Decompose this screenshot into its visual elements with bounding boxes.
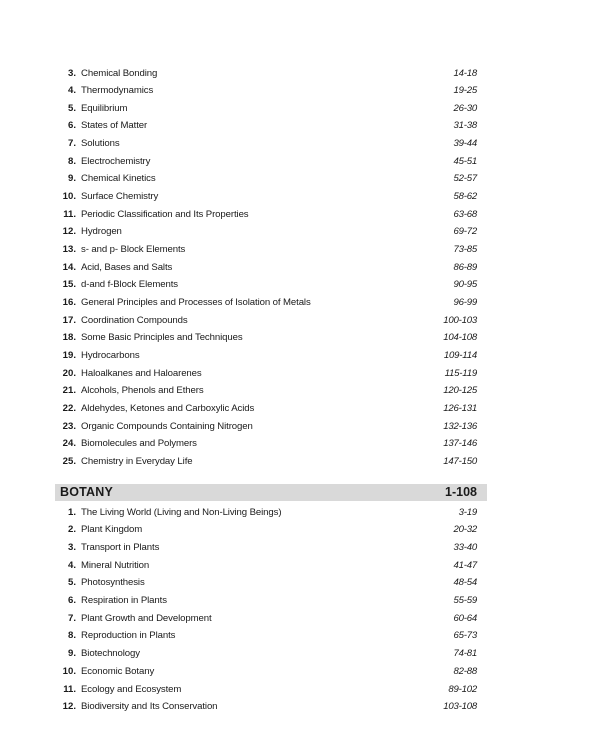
chapter-number: 20. bbox=[62, 367, 76, 379]
page-range: 96-99 bbox=[453, 297, 477, 309]
chapter-title: Biodiversity and Its Conservation bbox=[81, 701, 218, 713]
chapter-number: 24. bbox=[62, 438, 76, 450]
toc-row bbox=[0, 135, 590, 153]
chapter-number: 23. bbox=[62, 420, 76, 432]
toc-row bbox=[0, 223, 590, 241]
chapter-number: 17. bbox=[62, 314, 76, 326]
toc-row bbox=[0, 82, 590, 100]
page-range: 115-119 bbox=[444, 367, 477, 379]
chapter-title: Thermodynamics bbox=[81, 85, 154, 97]
page-range: 31-38 bbox=[453, 120, 477, 132]
page-range: 65-73 bbox=[453, 630, 477, 642]
chapter-title: Hydrogen bbox=[81, 226, 122, 238]
toc-row bbox=[0, 592, 590, 610]
chapter-title: Organic Compounds Containing Nitrogen bbox=[81, 420, 253, 432]
chapter-number: 19. bbox=[62, 350, 76, 362]
chapter-number: 4. bbox=[67, 85, 76, 97]
page-range: 52-57 bbox=[453, 173, 477, 185]
chapter-title: Surface Chemistry bbox=[81, 191, 159, 203]
toc-row bbox=[0, 681, 590, 699]
page-range: 55-59 bbox=[453, 595, 477, 606]
chapter-number: 12. bbox=[62, 701, 76, 713]
toc-row bbox=[0, 418, 590, 436]
page-range: 14-18 bbox=[453, 67, 477, 79]
chapter-number: 4. bbox=[67, 559, 76, 571]
toc-row bbox=[0, 610, 590, 628]
chapter-number: 5. bbox=[67, 577, 76, 589]
page-range: 137-146 bbox=[443, 438, 477, 450]
page-range: 20-32 bbox=[453, 524, 477, 536]
toc-row bbox=[0, 521, 590, 539]
page-range: 45-51 bbox=[453, 155, 477, 167]
chapter-number: 9. bbox=[67, 173, 76, 185]
botany-section-header bbox=[55, 484, 487, 501]
chapter-title: The Living World (Living and Non-Living Beings) bbox=[81, 506, 282, 518]
toc-row bbox=[0, 539, 590, 557]
chapter-title: Plant Kingdom bbox=[81, 524, 143, 536]
toc-row bbox=[0, 241, 590, 259]
page-range: 26-30 bbox=[453, 102, 477, 114]
chapter-number: 7. bbox=[67, 612, 76, 624]
page-range: 3-19 bbox=[458, 506, 477, 518]
toc-row bbox=[0, 698, 590, 716]
chapter-number: 16. bbox=[62, 297, 76, 309]
chapter-number: 22. bbox=[62, 403, 76, 415]
page-range: 63-68 bbox=[453, 208, 477, 220]
toc-row bbox=[0, 117, 590, 135]
toc-row bbox=[0, 453, 590, 471]
chapter-title: Biotechnology bbox=[81, 648, 140, 660]
chapter-title: Transport in Plants bbox=[81, 541, 160, 553]
chapter-number: 15. bbox=[62, 279, 76, 291]
toc-row bbox=[0, 259, 590, 277]
toc-row bbox=[0, 347, 590, 365]
chapter-title: Some Basic Principles and Techniques bbox=[81, 332, 243, 344]
chapter-title: d-and f-Block Elements bbox=[81, 279, 178, 291]
page-range: 86-89 bbox=[453, 261, 477, 273]
chapter-title: Chemical Kinetics bbox=[81, 173, 156, 185]
page-range: 39-44 bbox=[453, 138, 477, 150]
toc-row bbox=[0, 170, 590, 188]
chapter-title: Aldehydes, Ketones and Carboxylic Acids bbox=[81, 403, 255, 415]
chapter-title: Coordination Compounds bbox=[81, 314, 188, 326]
page-range: 73-85 bbox=[453, 244, 477, 256]
page-range: 48-54 bbox=[453, 577, 477, 589]
page-range: 120-125 bbox=[443, 385, 477, 397]
toc-row bbox=[0, 188, 590, 206]
toc-row bbox=[0, 294, 590, 312]
chapter-number: 9. bbox=[67, 648, 76, 660]
chapter-number: 12. bbox=[62, 226, 76, 238]
page-range: 82-88 bbox=[453, 665, 477, 677]
chapter-number: 3. bbox=[67, 541, 76, 553]
page-range: 58-62 bbox=[453, 191, 477, 203]
page-range: 69-72 bbox=[453, 226, 477, 238]
chapter-number: 10. bbox=[62, 665, 76, 677]
toc-row bbox=[0, 504, 590, 522]
chapter-number: 6. bbox=[67, 120, 76, 132]
chapter-number: 10. bbox=[62, 191, 76, 203]
toc-row bbox=[0, 65, 590, 83]
toc-row bbox=[0, 645, 590, 663]
toc-row bbox=[0, 329, 590, 347]
chapter-title: Plant Growth and Development bbox=[81, 612, 212, 624]
chapter-title: Economic Botany bbox=[81, 665, 155, 677]
chapter-number: 18. bbox=[62, 332, 76, 344]
toc-row bbox=[0, 365, 590, 383]
chapter-title: Solutions bbox=[81, 138, 120, 150]
chapter-number: 11. bbox=[63, 683, 76, 695]
page-range: 147-150 bbox=[443, 456, 477, 468]
chapter-title: Chemistry in Everyday Life bbox=[81, 456, 193, 468]
toc-row bbox=[0, 400, 590, 418]
toc-row bbox=[0, 557, 590, 575]
toc-row bbox=[0, 100, 590, 118]
chapter-number: 13. bbox=[62, 244, 76, 256]
chapter-number: 21. bbox=[62, 385, 76, 397]
page-range: 60-64 bbox=[453, 612, 477, 624]
chapter-title: Mineral Nutrition bbox=[81, 559, 150, 571]
chapter-number: 2. bbox=[67, 524, 76, 536]
chapter-title: s- and p- Block Elements bbox=[81, 244, 186, 256]
chapter-title: States of Matter bbox=[81, 120, 148, 132]
page-range: 109-114 bbox=[443, 350, 477, 362]
toc-row bbox=[0, 206, 590, 224]
chapter-title: Ecology and Ecosystem bbox=[81, 683, 182, 695]
chapter-title: Haloalkanes and Haloarenes bbox=[81, 367, 202, 379]
section-page-range: 1-108 bbox=[445, 485, 477, 499]
chapter-title: Respiration in Plants bbox=[81, 595, 167, 606]
chapter-title: Hydrocarbons bbox=[81, 350, 140, 362]
chapter-number: 3. bbox=[67, 67, 76, 79]
toc-row bbox=[0, 627, 590, 645]
chapter-title: Periodic Classification and Its Properties bbox=[81, 208, 249, 220]
page-range: 74-81 bbox=[453, 648, 477, 660]
chapter-title: Electrochemistry bbox=[81, 155, 151, 167]
chapter-number: 5. bbox=[67, 102, 76, 114]
chapter-title: Alcohols, Phenols and Ethers bbox=[81, 385, 204, 397]
page-range: 90-95 bbox=[453, 279, 477, 291]
chapter-number: 1. bbox=[67, 506, 76, 518]
chapter-title: Acid, Bases and Salts bbox=[81, 261, 173, 273]
chapter-number: 14. bbox=[62, 261, 76, 273]
page-range: 33-40 bbox=[453, 541, 477, 553]
chapter-title: Reproduction in Plants bbox=[81, 630, 176, 642]
chapter-number: 11. bbox=[63, 208, 76, 220]
toc-row bbox=[0, 382, 590, 400]
page-range: 132-136 bbox=[443, 420, 477, 432]
chapter-title: Equilibrium bbox=[81, 102, 128, 114]
toc-row bbox=[0, 153, 590, 171]
toc-row bbox=[0, 276, 590, 294]
page-range: 100-103 bbox=[443, 314, 477, 326]
toc-row bbox=[0, 663, 590, 681]
chapter-number: 25. bbox=[62, 456, 76, 468]
chapter-number: 8. bbox=[67, 630, 76, 642]
chapter-number: 6. bbox=[67, 595, 76, 606]
toc-row bbox=[0, 312, 590, 330]
chapter-number: 8. bbox=[67, 155, 76, 167]
chapter-title: Chemical Bonding bbox=[81, 67, 158, 79]
toc-row bbox=[0, 574, 590, 592]
section-title: BOTANY bbox=[60, 485, 114, 499]
page-range: 103-108 bbox=[443, 701, 477, 713]
toc-row bbox=[0, 435, 590, 453]
page-range: 89-102 bbox=[448, 683, 477, 695]
chapter-title: Biomolecules and Polymers bbox=[81, 438, 197, 450]
page-range: 41-47 bbox=[453, 559, 477, 571]
page-range: 19-25 bbox=[453, 85, 477, 97]
page-range: 104-108 bbox=[443, 332, 477, 344]
chapter-title: General Principles and Processes of Isolation of Metals bbox=[81, 297, 311, 309]
page-range: 126-131 bbox=[443, 403, 477, 415]
chapter-number: 7. bbox=[67, 138, 76, 150]
chapter-title: Photosynthesis bbox=[81, 577, 145, 589]
